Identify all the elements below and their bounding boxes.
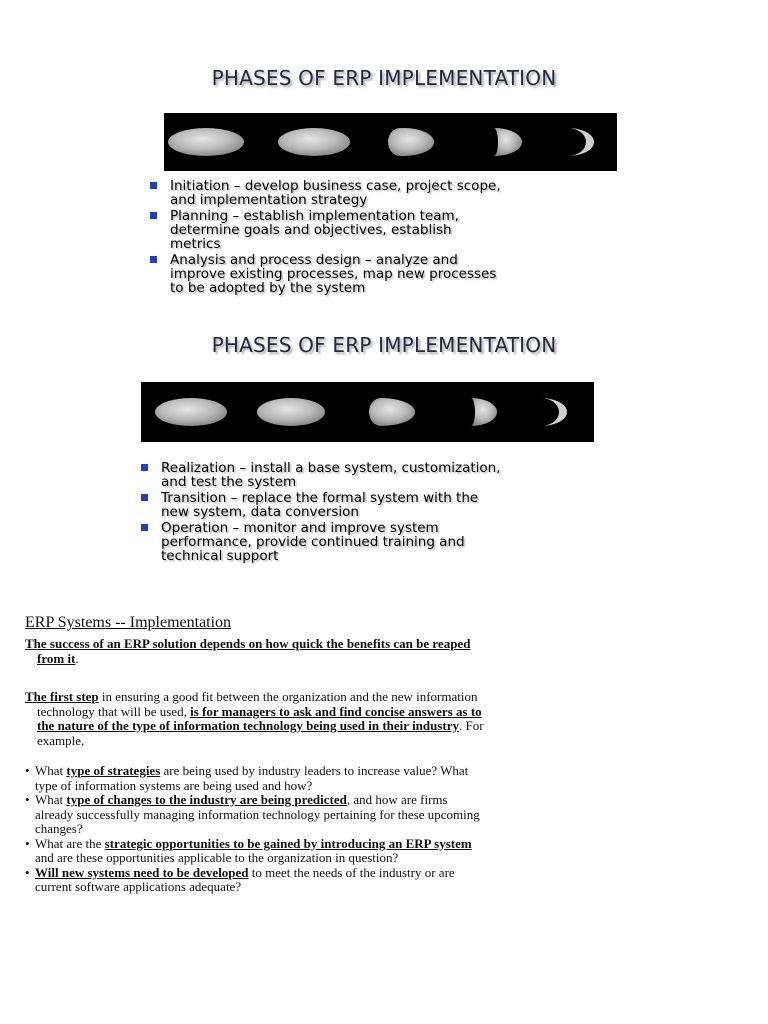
waning-gibbous-icon xyxy=(278,128,350,156)
square-bullet-icon xyxy=(141,524,148,531)
thin-crescent-icon xyxy=(568,128,594,156)
doc-heading: ERP Systems -- Implementation xyxy=(25,614,232,631)
waning-crescent-icon xyxy=(494,128,522,156)
slide1-bullet: Planning – establish implementation team, determine goals and objectives, establish metrics xyxy=(150,209,650,251)
first-step-paragraph: The first step in ensuring a good fit between the organization and the new information technology that will be used, is for managers to ask and find concise answers as to the nature of the type of information technology being used in their industry. For example, xyxy=(25,689,484,748)
slide2-title: PHASES OF ERP IMPLEMENTATION xyxy=(211,333,557,357)
list-item: • What are the strategic opportunities to be gained by introducing an ERP system and are these opportunities applicable to the organization in question? xyxy=(25,837,650,866)
square-bullet-icon xyxy=(150,256,157,263)
square-bullet-icon xyxy=(141,494,148,501)
half-moon-icon xyxy=(388,128,461,156)
square-bullet-icon xyxy=(141,464,148,471)
full-moon-icon xyxy=(168,128,244,156)
question-list xyxy=(25,764,650,895)
slide1-bullet: Analysis and process design – analyze and improve existing processes, map new processes to be adopted by the system xyxy=(150,253,650,295)
waning-crescent-icon xyxy=(471,398,497,426)
slide1-title: PHASES OF ERP IMPLEMENTATION xyxy=(211,66,557,90)
slide2-bullet: Operation – monitor and improve system performance, provide continued training and technical support xyxy=(141,521,651,563)
full-moon-icon xyxy=(155,398,227,426)
slide1-bullet: Initiation – develop business case, project scope, and implementation strategy xyxy=(150,179,650,207)
square-bullet-icon xyxy=(150,182,157,189)
thin-crescent-icon xyxy=(541,398,567,426)
slide2-bullet: Transition – replace the formal system with the new system, data conversion xyxy=(141,491,651,519)
moon-phases-image-1 xyxy=(164,113,617,171)
waning-gibbous-icon xyxy=(257,398,325,426)
square-bullet-icon xyxy=(150,212,157,219)
slide1-bullet-list xyxy=(150,179,650,297)
slide2-bullet-list xyxy=(141,461,651,565)
list-item: • What type of changes to the industry are being predicted, and how are firms already successfully managing information technology pertaining for these upcoming changes? xyxy=(25,793,650,837)
success-paragraph: The success of an ERP solution depends on how quick the benefits can be reaped from it. xyxy=(25,636,471,666)
list-item: • Will new systems need to be developed to meet the needs of the industry or are current software applications adequate? xyxy=(25,866,650,895)
slide2-bullet: Realization – install a base system, customization, and test the system xyxy=(141,461,651,489)
moon-phases-image-2 xyxy=(141,382,594,442)
half-moon-icon xyxy=(369,398,415,426)
list-item: • What type of strategies are being used by industry leaders to increase value? What type of information systems are being used and how? xyxy=(25,764,650,793)
